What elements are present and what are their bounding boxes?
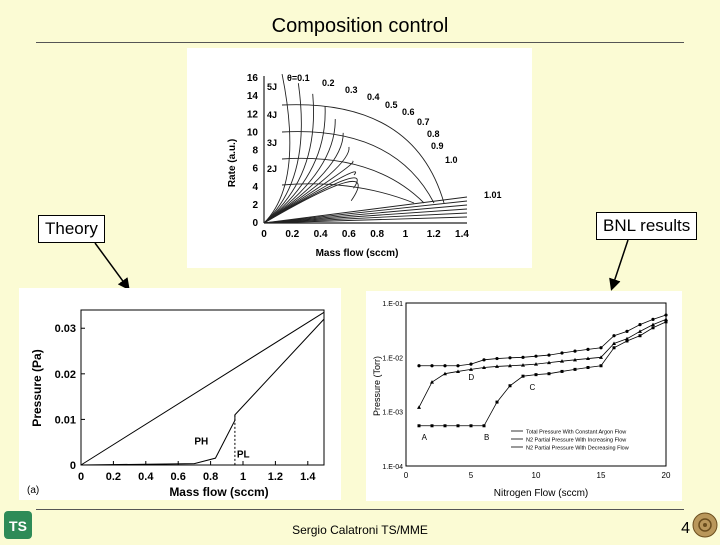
top-x-tick: 1 bbox=[402, 229, 409, 240]
ph-label: PH bbox=[194, 436, 209, 448]
data-point bbox=[639, 334, 642, 337]
theory-callout: Theory bbox=[38, 215, 105, 243]
theory-pressure-chart bbox=[19, 288, 341, 500]
data-point bbox=[522, 375, 525, 378]
top-x-tick: 0.4 bbox=[313, 229, 328, 240]
data-point bbox=[547, 353, 550, 356]
data-point bbox=[625, 330, 628, 333]
x-tick-label: 20 bbox=[661, 471, 671, 480]
top-y-tick: 14 bbox=[246, 91, 258, 103]
theta-label: 0.4 bbox=[367, 92, 380, 102]
theory-arrow bbox=[95, 243, 128, 288]
top-y-tick: 2 bbox=[252, 199, 258, 211]
point-label: A bbox=[421, 433, 427, 443]
x-tick-label: 10 bbox=[531, 471, 541, 480]
data-point bbox=[521, 356, 524, 359]
y-tick-label: 1.E-01 bbox=[382, 301, 403, 308]
theta-label: 0.5 bbox=[385, 100, 398, 110]
x-tick-label: 15 bbox=[596, 471, 606, 480]
y-tick-label: 1.E-02 bbox=[382, 355, 403, 363]
data-point bbox=[469, 363, 472, 366]
j-label: 5J bbox=[267, 82, 278, 92]
x-tick-label: 0 bbox=[403, 471, 409, 480]
theta-label: 1.01 bbox=[484, 190, 502, 200]
data-point bbox=[548, 372, 551, 375]
j-label: 3J bbox=[267, 138, 278, 148]
data-point bbox=[418, 424, 421, 427]
theta-label: 0.7 bbox=[417, 117, 430, 127]
data-point bbox=[456, 364, 459, 367]
y-tick-label: 0.03 bbox=[54, 323, 76, 336]
data-point bbox=[443, 364, 446, 367]
panel-letter: (a) bbox=[27, 485, 40, 496]
top-y-tick: 4 bbox=[252, 181, 258, 193]
data-point bbox=[612, 334, 615, 337]
data-point bbox=[587, 366, 590, 369]
data-point bbox=[417, 364, 420, 367]
data-point bbox=[599, 346, 602, 349]
x-tick-label: 0 bbox=[77, 471, 85, 483]
theta-label: 0.3 bbox=[345, 85, 358, 95]
top-ylabel: Rate (a.u.) bbox=[227, 138, 238, 188]
data-point bbox=[664, 317, 668, 321]
data-point bbox=[535, 373, 538, 376]
top-y-tick: 12 bbox=[246, 109, 258, 121]
bnl-arrow bbox=[612, 240, 628, 288]
top-x-tick: 0 bbox=[261, 229, 267, 240]
top-y-tick: 10 bbox=[246, 127, 258, 139]
data-point bbox=[495, 357, 498, 360]
data-point bbox=[561, 370, 564, 373]
data-point bbox=[664, 313, 667, 316]
data-point bbox=[482, 358, 485, 361]
data-point bbox=[625, 337, 629, 341]
x-axis-label: Nitrogen Flow (sccm) bbox=[493, 488, 589, 499]
cern-emblem-icon bbox=[692, 512, 718, 538]
top-y-tick: 8 bbox=[252, 145, 258, 157]
x-tick-label: 1.2 bbox=[267, 471, 284, 483]
theta-label: 0.9 bbox=[431, 141, 444, 151]
data-point bbox=[483, 424, 486, 427]
data-point bbox=[444, 424, 447, 427]
data-point bbox=[638, 323, 641, 326]
data-point bbox=[573, 350, 576, 353]
data-point bbox=[613, 346, 616, 349]
legend-entry: N2 Partial Pressure With Increasing Flow bbox=[526, 437, 627, 444]
x-tick-label: 1 bbox=[239, 471, 247, 483]
top-x-tick: 1.2 bbox=[426, 229, 441, 240]
top-x-tick: 0.8 bbox=[370, 229, 385, 240]
data-point bbox=[470, 424, 473, 427]
top-y-tick: 6 bbox=[252, 163, 258, 175]
x-tick-label: 0.4 bbox=[138, 471, 154, 483]
pl-label: PL bbox=[236, 449, 250, 461]
slide-title: Composition control bbox=[271, 15, 449, 37]
bnl-results-callout: BNL results bbox=[596, 212, 697, 240]
data-point bbox=[496, 401, 499, 404]
y-tick-label: 0 bbox=[69, 460, 76, 472]
point-label: C bbox=[529, 383, 536, 393]
x-tick-label: 0.2 bbox=[105, 471, 122, 483]
data-point bbox=[586, 348, 589, 351]
x-tick-label: 0.8 bbox=[202, 471, 219, 483]
x-axis-label: Mass flow (sccm) bbox=[169, 485, 269, 499]
data-point bbox=[534, 355, 537, 358]
theta-label: 0.6 bbox=[402, 107, 415, 117]
x-tick-label: 5 bbox=[468, 471, 474, 480]
theory-plot bbox=[19, 288, 341, 500]
bnl-plot bbox=[366, 291, 682, 501]
data-point bbox=[430, 380, 434, 384]
data-point bbox=[600, 364, 603, 367]
j-label: 4J bbox=[267, 110, 278, 120]
j-label: 2J bbox=[267, 164, 278, 174]
page-number: 4 bbox=[681, 520, 690, 537]
data-point bbox=[417, 405, 421, 409]
theta-label: 0.8 bbox=[427, 129, 440, 139]
top-y-tick: 0 bbox=[252, 218, 258, 229]
data-point bbox=[430, 364, 433, 367]
data-point bbox=[431, 424, 434, 427]
top-y-tick: 16 bbox=[246, 73, 258, 84]
svg-text:TS: TS bbox=[9, 518, 27, 534]
y-axis-label: Pressure (Torr) bbox=[372, 355, 382, 417]
top-x-tick: 1.4 bbox=[455, 229, 469, 240]
y-tick-label: 0.02 bbox=[54, 368, 76, 381]
footer-divider bbox=[36, 509, 684, 510]
theta-label: θ=0.1 bbox=[287, 73, 310, 83]
footer-author: Sergio Calatroni TS/MME bbox=[292, 523, 428, 537]
point-label: B bbox=[484, 433, 490, 443]
y-tick-label: 0.01 bbox=[54, 414, 76, 427]
y-axis-label: Pressure (Pa) bbox=[30, 349, 44, 427]
point-label: D bbox=[468, 373, 475, 383]
data-point bbox=[574, 368, 577, 371]
data-point bbox=[509, 384, 512, 387]
data-point bbox=[652, 326, 655, 329]
x-tick-label: 1.4 bbox=[300, 471, 316, 483]
theta-label: 1.0 bbox=[445, 155, 458, 165]
y-tick-label: 1.E-04 bbox=[382, 464, 403, 471]
data-point bbox=[457, 424, 460, 427]
data-point bbox=[560, 351, 563, 354]
theta-label: 0.2 bbox=[322, 78, 335, 88]
legend-entry: Total Pressure With Constant Argon Flow bbox=[526, 429, 627, 436]
legend-entry: N2 Partial Pressure With Decreasing Flow bbox=[526, 445, 629, 452]
y-tick-label: 1.E-03 bbox=[382, 409, 403, 417]
bnl-pressure-chart bbox=[366, 291, 682, 501]
top-x-tick: 0.2 bbox=[285, 229, 300, 240]
top-x-tick: 0.6 bbox=[341, 229, 356, 240]
data-point bbox=[638, 329, 642, 333]
pressure-series bbox=[419, 319, 666, 407]
data-point bbox=[508, 356, 511, 359]
x-tick-label: 0.6 bbox=[170, 471, 186, 483]
data-point bbox=[651, 318, 654, 321]
top-xlabel: Mass flow (sccm) bbox=[315, 248, 399, 259]
